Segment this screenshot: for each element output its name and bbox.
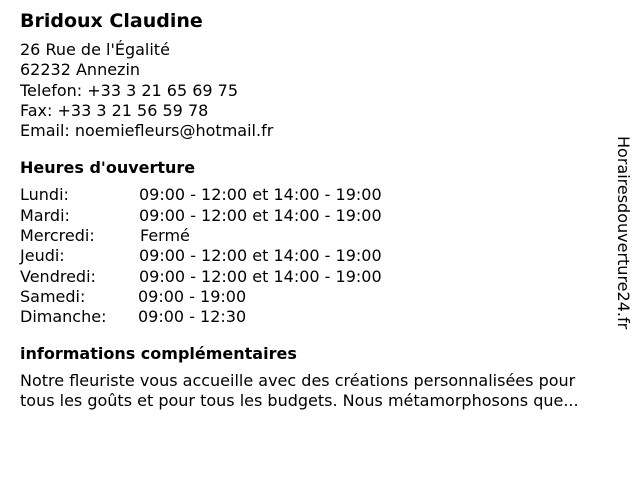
hours-row-friday [20,267,620,287]
hours-row-monday [20,185,620,205]
watermark-text: Horairesdouverture24.fr [614,136,633,330]
time-value: 09:00 - 12:00 et 14:00 - 19:00 [139,266,382,286]
description-line-1: Notre fleuriste vous accueille avec des créations personnalisées pour [20,370,576,390]
time-value: 09:00 - 12:30 [138,307,247,327]
day-label: Jeudi: [20,246,65,266]
day-label: Mercredi: [20,226,95,246]
business-name: Bridoux Claudine [20,10,203,32]
site-watermark [614,136,632,342]
additional-info-heading: informations complémentaires [20,343,297,363]
day-label: Samedi: [20,286,86,306]
fax-number: Fax: +33 3 21 56 59 78 [20,100,209,120]
hours-row-wednesday [20,226,620,246]
email-address: Email: noemiefleurs@hotmail.fr [20,121,274,141]
time-value: Fermé [140,226,190,246]
business-card [20,8,620,411]
day-label: Vendredi: [20,266,96,286]
hours-row-sunday [20,307,620,327]
description-line-2: tous les goûts et pour tous les budgets. Nous métamorphosons que... [20,390,579,410]
day-label: Mardi: [20,205,70,225]
hours-row-saturday [20,287,620,307]
time-value: 09:00 - 19:00 [138,286,247,306]
time-value: 09:00 - 12:00 et 14:00 - 19:00 [139,246,382,266]
opening-hours-table [20,185,620,327]
hours-row-thursday [20,246,620,266]
day-label: Dimanche: [20,307,107,327]
address-street: 26 Rue de l'Égalité [20,40,170,59]
address-city: 62232 Annezin [20,60,141,80]
day-label: Lundi: [20,185,69,205]
time-value: 09:00 - 12:00 et 14:00 - 19:00 [139,185,382,205]
opening-hours-heading: Heures d'ouverture [20,158,196,178]
phone-number: Telefon: +33 3 21 65 69 75 [20,80,239,100]
hours-row-tuesday [20,206,620,226]
time-value: 09:00 - 12:00 et 14:00 - 19:00 [139,205,382,225]
